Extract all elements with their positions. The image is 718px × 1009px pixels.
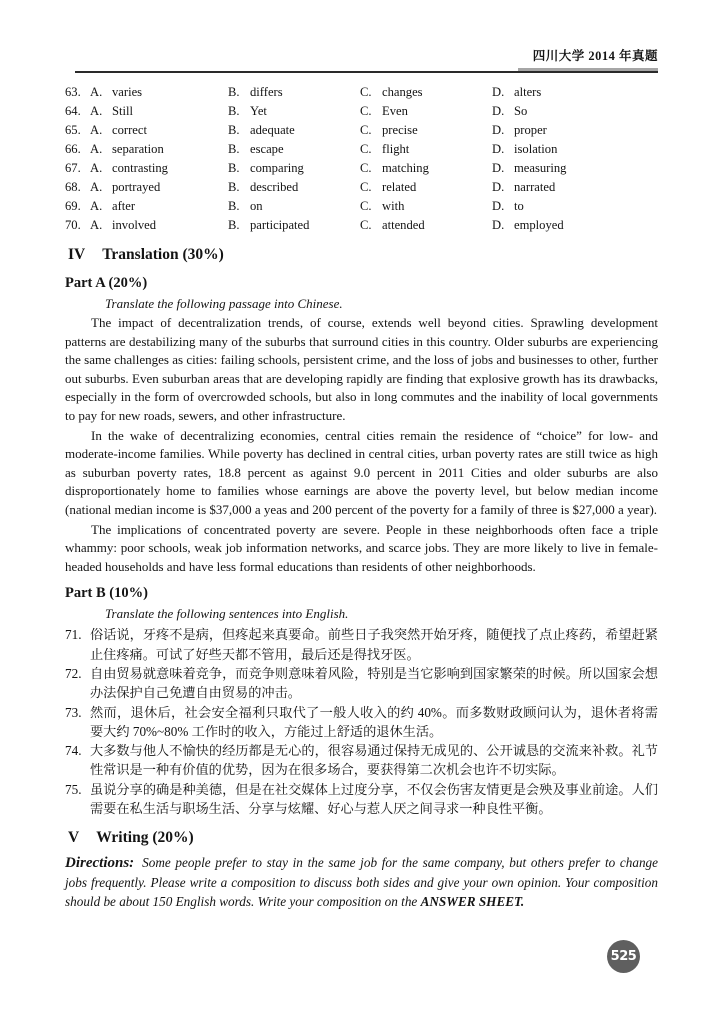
option-c-label: C. [360, 142, 372, 156]
option-c-label: C. [360, 218, 372, 232]
option-b-label: B. [228, 180, 240, 194]
option-d-text: measuring [514, 161, 567, 175]
option-c-text: precise [382, 123, 418, 137]
option-a-text: after [112, 199, 136, 213]
option-d-text: So [514, 104, 528, 118]
mc-question-64 [65, 102, 658, 121]
option-c-label: C. [360, 199, 372, 213]
writing-directions [65, 853, 658, 911]
option-d [492, 140, 658, 159]
option-a-label: A. [90, 142, 103, 156]
mc-question-65 [65, 121, 658, 140]
option-c-label: C. [360, 104, 372, 118]
sentence-item-73 [65, 703, 658, 742]
option-d-label: D. [492, 180, 505, 194]
option-a [90, 159, 228, 178]
option-c-text: matching [382, 161, 429, 175]
option-d-text: proper [514, 123, 547, 137]
option-b [228, 83, 360, 102]
option-a [90, 83, 228, 102]
page-content [65, 0, 658, 911]
option-d-text: to [514, 199, 524, 213]
option-b [228, 121, 360, 140]
part-a-instruction: Translate the following passage into Chinese. [105, 296, 343, 311]
option-b [228, 140, 360, 159]
option-d-label: D. [492, 142, 505, 156]
mc-question-68 [65, 178, 658, 197]
option-d [492, 159, 658, 178]
option-c-text: flight [382, 142, 410, 156]
option-c-label: C. [360, 123, 372, 137]
option-d-text: alters [514, 85, 542, 99]
option-b [228, 159, 360, 178]
option-b-text: described [250, 180, 299, 194]
sentence-text: 俗话说，牙疼不是病，但疼起来真要命。前些日子我突然开始牙疼，随便找了点止疼药，希望赶紧止住疼痛。可试了好些天都不管用，最后还是得找牙医。 [90, 627, 658, 662]
option-c-text: related [382, 180, 417, 194]
option-b [228, 216, 360, 235]
option-a-label: A. [90, 218, 103, 232]
sentence-number: 71. [65, 627, 82, 643]
header-rule [65, 71, 658, 73]
option-a [90, 121, 228, 140]
option-c-text: with [382, 199, 405, 213]
mc-question-63 [65, 83, 658, 102]
translation-sentences-list [65, 625, 658, 818]
option-a-text: Still [112, 104, 133, 118]
option-a-text: separation [112, 142, 164, 156]
option-d-label: D. [492, 104, 505, 118]
sentence-text: 大多数与他人不愉快的经历都是无心的，很容易通过保持无成见的、公开诚恳的交流来补救。礼节性常识是一种有价值的优势，因为在很多场合，要获得第二次机会也许不切实际。 [90, 743, 658, 778]
option-c [360, 216, 492, 235]
question-number: 64. [65, 104, 81, 118]
sentence-number: 75. [65, 781, 82, 797]
part-b-heading: Part B (10%) [65, 585, 148, 602]
option-a-label: A. [90, 161, 103, 175]
question-number: 70. [65, 218, 81, 232]
question-number: 69. [65, 199, 81, 213]
option-a [90, 216, 228, 235]
option-a-text: contrasting [112, 161, 168, 175]
page-number-badge: 525 [607, 940, 640, 973]
option-a-text: portrayed [112, 180, 161, 194]
option-d [492, 216, 658, 235]
option-d-label: D. [492, 161, 505, 175]
option-c [360, 121, 492, 140]
option-c-text: changes [382, 85, 423, 99]
option-b-text: Yet [250, 104, 267, 118]
option-d-text: narrated [514, 180, 556, 194]
option-c [360, 197, 492, 216]
option-c [360, 178, 492, 197]
option-a-label: A. [90, 180, 103, 194]
sentence-text: 自由贸易就意味着竞争，而竞争则意味着风险，特别是当它影响到国家繁荣的时候。所以国家会想办法保护自己免遭自由贸易的冲击。 [90, 665, 658, 701]
option-c [360, 83, 492, 102]
option-a [90, 102, 228, 121]
option-d-label: D. [492, 123, 505, 137]
part-b-instruction: Translate the following sentences into English. [105, 606, 349, 622]
option-a-label: A. [90, 85, 103, 99]
section-writing-title [65, 827, 658, 849]
directions-label: Directions: [65, 855, 135, 872]
sentence-item-71 [65, 625, 658, 664]
option-d-label: D. [492, 218, 505, 232]
question-number: 66. [65, 142, 81, 156]
sentence-text: 虽说分享的确是种美德，但是在社交媒体上过度分享，不仅会伤害友情更是会殃及事业前途。人们需要在私生活与职场生活、分享与炫耀、好心与惹人厌之间寻求一种良性平衡。 [90, 781, 658, 816]
sentence-text: 然而，退休后，社会安全福利只取代了一般人收入的约 40%。而多数财政顾问认为，退休者将需要大约 70%~80% 工作时的收入，方能过上舒适的退休生活。 [90, 704, 658, 739]
option-b-text: differs [250, 85, 283, 99]
directions-emphasis: ANSWER SHEET. [420, 894, 525, 910]
section-writing-label: Writing (20%) [96, 829, 194, 847]
option-b [228, 178, 360, 197]
option-b-label: B. [228, 161, 240, 175]
passage-paragraph-1: The impact of decentralization trends, of course, extends well beyond cities. Sprawling development patterns are destabilizing many of the suburbs that surround cities in this country. Older suburbs are experiencing the same challenges as cities: failing schools, persistent crime, and the loss of jobs and businesses to other, further out suburbs. Even suburban areas that are developing rapidly are finding that explosive growth has its drawbacks, especially in the form of overcrowded schools, but also in long commutes and the inability of local governments to pay for new roads, sewers, and other infrastructure. [65, 315, 658, 423]
page-header-title: 四川大学 2014 年真题 [532, 49, 658, 63]
directions-text: Some people prefer to stay in the same job for the same company, but others prefer to change jobs frequently. Please write a composition to discuss both sides and give your own opinion. Your composition should be about 150 English words. Write your composition on the [65, 855, 658, 910]
option-a-text: involved [112, 218, 157, 232]
sentence-number: 72. [65, 665, 82, 681]
option-a [90, 197, 228, 216]
option-c-label: C. [360, 85, 372, 99]
sentence-item-72 [65, 664, 658, 703]
section-translation-label: Translation (30%) [102, 246, 224, 263]
option-b-label: B. [228, 104, 240, 118]
option-b-label: B. [228, 199, 240, 213]
question-number: 67. [65, 161, 81, 175]
option-d [492, 102, 658, 121]
header-line [75, 71, 658, 73]
part-a-heading: Part A (20%) [65, 275, 148, 291]
section-translation-title [65, 244, 658, 266]
passage-paragraph-2: In the wake of decentralizing economies, central cities remain the residence of “choice” for low- and moderate-income families. While poverty has declined in central cities, urban poverty rates are still twice as high as suburban poverty rates, 18.8 percent as against 9.0 percent in 2011 Cities and older suburbs are also disproportionately home to families whose earnings are above the poverty level, but below median income (national median income is $37,000 a yeas and 200 percent of the poverty for a family of three is $27,000 a year). [65, 427, 658, 517]
section-writing-numeral: V [68, 829, 80, 847]
option-a-text: varies [112, 85, 143, 99]
option-a [90, 140, 228, 159]
option-b-text: participated [250, 218, 310, 232]
option-a-text: correct [112, 123, 147, 137]
option-b-text: adequate [250, 123, 295, 137]
mc-question-66 [65, 140, 658, 159]
mc-question-67 [65, 159, 658, 178]
question-number: 63. [65, 85, 81, 99]
option-c-label: C. [360, 161, 372, 175]
option-b-label: B. [228, 218, 240, 232]
option-c [360, 102, 492, 121]
option-c-text: Even [382, 104, 408, 118]
option-d-label: D. [492, 85, 505, 99]
option-b-text: comparing [250, 161, 304, 175]
option-a-label: A. [90, 104, 103, 118]
option-b [228, 197, 360, 216]
sentence-number: 74. [65, 743, 82, 759]
mc-question-69 [65, 197, 658, 216]
option-c-text: attended [382, 218, 425, 232]
mc-question-70 [65, 216, 658, 235]
sentence-item-75 [65, 780, 658, 819]
sentence-number: 73. [65, 704, 82, 720]
option-d-text: employed [514, 218, 564, 232]
question-number: 68. [65, 180, 81, 194]
option-b-text: on [250, 199, 263, 213]
option-d [492, 178, 658, 197]
option-b [228, 102, 360, 121]
option-a-label: A. [90, 123, 103, 137]
question-number: 65. [65, 123, 81, 137]
section-translation-numeral: IV [68, 246, 86, 263]
option-b-label: B. [228, 142, 240, 156]
option-a-label: A. [90, 199, 103, 213]
option-a [90, 178, 228, 197]
option-c [360, 159, 492, 178]
option-d-text: isolation [514, 142, 558, 156]
sentence-item-74 [65, 741, 658, 780]
option-b-label: B. [228, 85, 240, 99]
passage-paragraph-3: The implications of concentrated poverty are severe. People in these neighborhoods often face a triple whammy: poor schools, weak job information networks, and scarce jobs. They are more likely to live in female-headed households and have less formal educations than residents of other neighborhoods. [65, 521, 658, 574]
option-d [492, 197, 658, 216]
option-b-text: escape [250, 142, 284, 156]
option-d [492, 83, 658, 102]
option-c [360, 140, 492, 159]
option-d-label: D. [492, 199, 505, 213]
option-c-label: C. [360, 180, 372, 194]
option-d [492, 121, 658, 140]
multiple-choice-section [65, 83, 658, 235]
option-b-label: B. [228, 123, 240, 137]
